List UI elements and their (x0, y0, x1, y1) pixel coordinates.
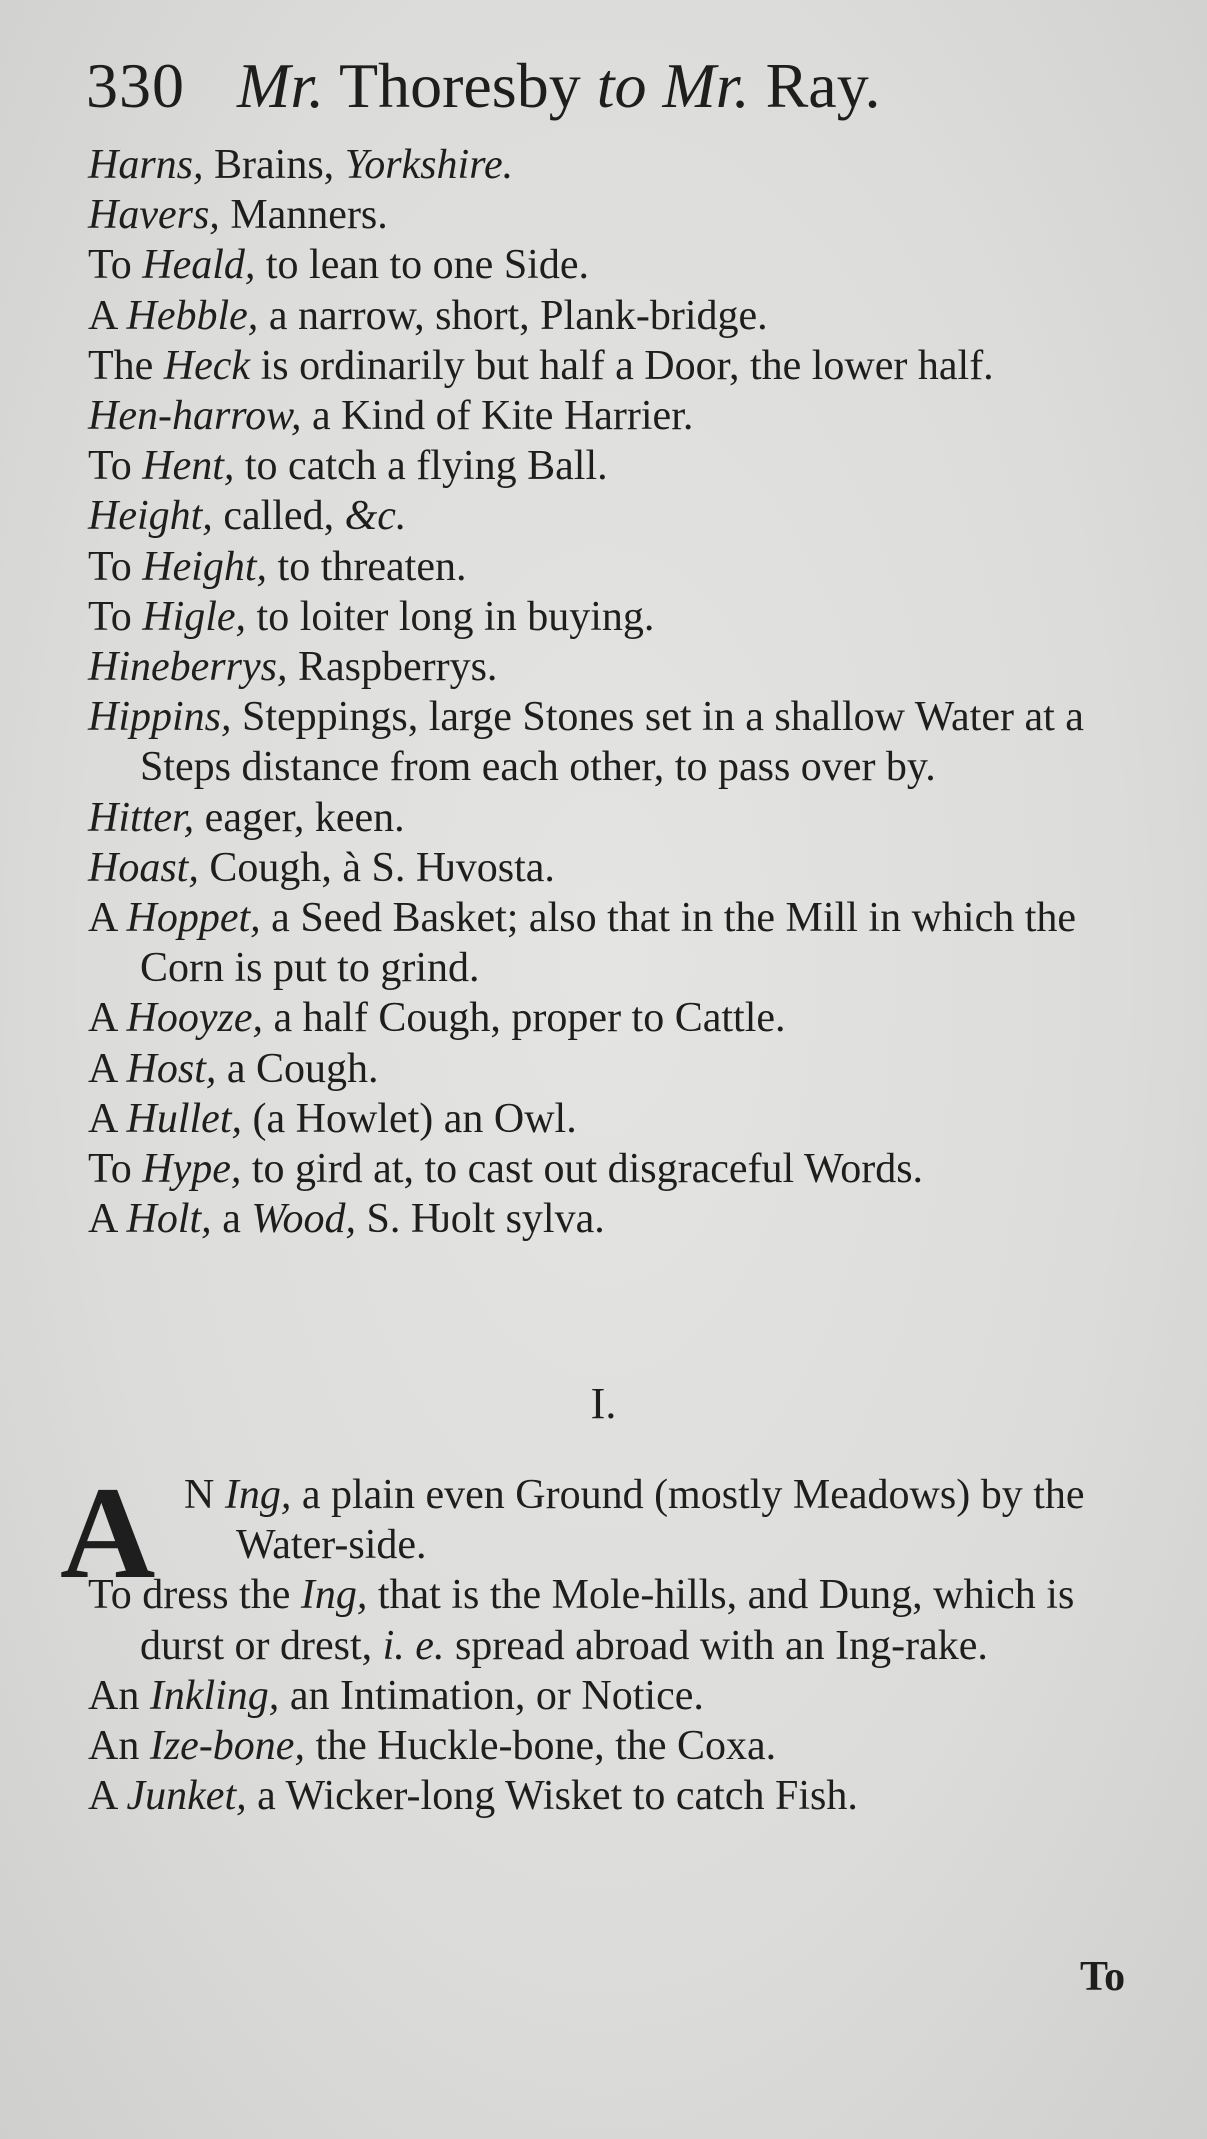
glossary-entry: Hitter, eager, keen. (88, 794, 405, 841)
glossary-entry: To dress the Ing, that is the Mole-hills, and Dung, which is durst or drest, i. e. spread abroad with an Ing-rake. (88, 1572, 1075, 1669)
glossary-entry: To Hype, to gird at, to cast out disgraceful Words. (88, 1146, 924, 1193)
catchword: To (1080, 1954, 1126, 2000)
glossary-entries-i (0, 1459, 1207, 1821)
header-name-2: Ray. (765, 50, 881, 121)
section-heading: I. (590, 1379, 617, 1428)
glossary-entry: A Host, a Cough. (88, 1045, 379, 1092)
header-to: to (596, 50, 647, 121)
glossary-entry-first: A N Ing, a plain even Ground (mostly Meadows) by the Water-side. (60, 1459, 1085, 1606)
header-mr-1: Mr. (237, 50, 325, 121)
glossary-entry: A Hebble, a narrow, short, Plank-bridge. (88, 292, 768, 339)
glossary-entry: To Height, to threaten. (88, 543, 467, 590)
glossary-entry: An Ize-bone, the Huckle-bone, the Coxa. (88, 1723, 777, 1770)
glossary-entry: Havers, Manners. (88, 192, 388, 239)
running-header (86, 46, 1126, 126)
drop-cap: A (60, 1459, 156, 1606)
glossary-entry: Hippins, Steppings, large Stones set in a shallow Water at a Steps distance from each other, to pass over by. (88, 694, 1084, 791)
glossary-entry: A Hoppet, a Seed Basket; also that in the Mill in which the Corn is put to grind. (88, 895, 1077, 992)
header-name-1: Thoresby (338, 50, 581, 121)
glossary-entry: Hen-harrow, a Kind of Kite Harrier. (88, 393, 694, 440)
glossary-entry: The Heck is ordinarily but half a Door, the lower half. (88, 342, 994, 389)
glossary-entries-h (0, 140, 1207, 1244)
glossary-entry: Hineberrys, Raspberrys. (88, 644, 498, 691)
glossary-entry: Hoast, Cough, à S. Ƕvosta. (88, 844, 555, 891)
header-mr-2: Mr. (662, 50, 750, 121)
glossary-entry: Harns, Brains, Yorkshire. (88, 142, 514, 188)
glossary-entry: A Hooyze, a half Cough, proper to Cattle. (88, 995, 786, 1042)
glossary-entry: A Hullet, (a Howlet) an Owl. (88, 1095, 577, 1142)
page-number: 330 (86, 50, 185, 121)
glossary-entry: To Heald, to lean to one Side. (88, 242, 589, 289)
glossary-entry: An Inkling, an Intimation, or Notice. (88, 1672, 704, 1719)
glossary-entry: A Holt, a Wood, S. Ƕolt sylva. (88, 1196, 605, 1243)
glossary-entry: To Hent, to catch a flying Ball. (88, 443, 608, 490)
glossary-entry: A Junket, a Wicker-long Wisket to catch Fish. (88, 1773, 858, 1820)
glossary-entry: To Higle, to loiter long in buying. (88, 593, 655, 640)
glossary-entry: Height, called, &c. (88, 493, 407, 540)
